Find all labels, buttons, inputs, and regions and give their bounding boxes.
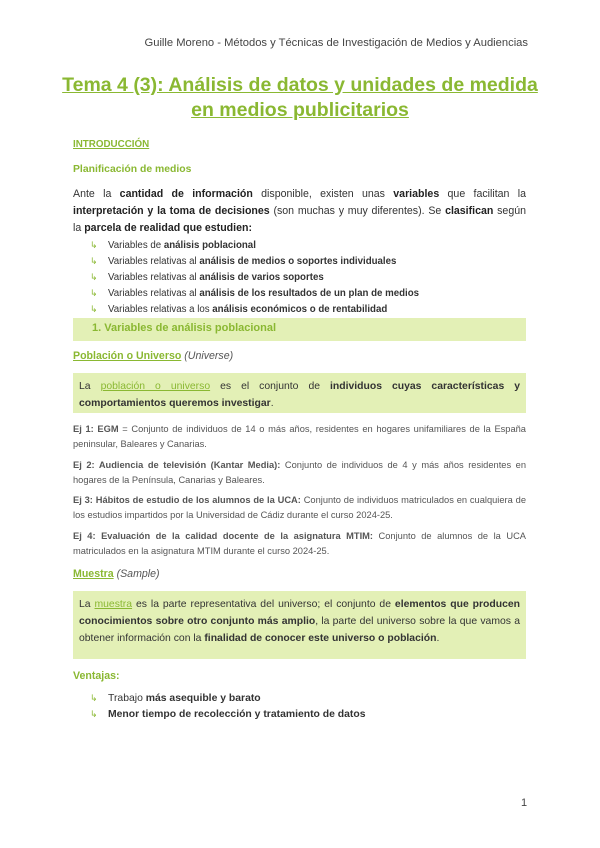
arrow-bullet-icon: ↳	[90, 709, 98, 719]
arrow-bullet-icon: ↳	[90, 272, 98, 282]
poblacion-definition-box	[73, 373, 526, 413]
arrow-bullet-icon: ↳	[90, 288, 98, 298]
list-item: ↳ Variables relativas al análisis de medios o soportes individuales	[90, 253, 419, 269]
list-item: ↳ Trabajo más asequible y barato	[90, 690, 366, 706]
arrow-bullet-icon: ↳	[90, 304, 98, 314]
page-title	[60, 73, 540, 123]
example-3: Ej 3: Hábitos de estudio de los alumnos de la UCA: Conjunto de individuos matriculados en cualquiera de los estudios impartidos por la Universidad de Cádiz durante el curso 2024-25.	[73, 495, 526, 520]
planning-heading: Planificación de medios	[73, 164, 192, 175]
ventajas-list	[90, 690, 366, 722]
section-heading: 1. Variables de análisis poblacional	[92, 322, 277, 334]
example-1: Ej 1: EGM = Conjunto de individuos de 14 o más años, residentes en hogares unifamiliares de la España peninsular, Baleares y Canarias.	[73, 424, 526, 449]
page-number: 1	[521, 797, 528, 809]
intro-paragraph: Ante la cantidad de información disponible, existen unas variables que facilitan la interpretación y la toma de decisiones (son muchas y muy diferentes). Se clasifican según la parcela de realidad que estudien:	[73, 188, 527, 234]
variables-list	[90, 237, 419, 317]
example-4: Ej 4: Evaluación de la calidad docente de la asignatura MTIM: Conjunto de alumnos de la UCA matriculados en la asignatura MTIM durante el curso 2024-25.	[73, 531, 526, 556]
intro-label: INTRODUCCIÓN	[73, 139, 150, 150]
section-heading-bar	[73, 318, 526, 341]
title-line-1: Tema 4 (3): Análisis de datos y unidades de medida	[62, 74, 538, 96]
muestra-definition-box	[73, 591, 526, 659]
ventajas-heading: Ventajas:	[73, 670, 120, 682]
poblacion-term: Población o Universo (Universe)	[73, 350, 234, 362]
poblacion-definition: La población o universo es el conjunto de individuos cuyas características y comportamientos queremos investigar.	[79, 381, 520, 409]
arrow-bullet-icon: ↳	[90, 240, 98, 250]
list-item: ↳ Variables relativas a los análisis económicos o de rentabilidad	[90, 301, 419, 317]
title-line-2: en medios publicitarios	[191, 99, 409, 121]
muestra-term: Muestra (Sample)	[73, 568, 160, 580]
arrow-bullet-icon: ↳	[90, 693, 98, 703]
page-header: Guille Moreno - Métodos y Técnicas de Investigación de Medios y Audiencias	[144, 37, 528, 49]
muestra-definition: La muestra es la parte representativa del universo; el conjunto de elementos que producen conocimientos sobre otro conjunto más amplio, la parte del universo sobre la que vamos a obtener información con la finalidad de conocer este universo o población.	[79, 599, 520, 644]
list-item: ↳ Variables de análisis poblacional	[90, 237, 419, 253]
list-item: ↳ Variables relativas al análisis de los resultados de un plan de medios	[90, 285, 419, 301]
list-item: ↳ Menor tiempo de recolección y tratamiento de datos	[90, 706, 366, 722]
example-2: Ej 2: Audiencia de televisión (Kantar Media): Conjunto de individuos de 4 y más años residentes en hogares de la Península, Canarias y Baleares.	[73, 460, 526, 485]
arrow-bullet-icon: ↳	[90, 256, 98, 266]
list-item: ↳ Variables relativas al análisis de varios soportes	[90, 269, 419, 285]
